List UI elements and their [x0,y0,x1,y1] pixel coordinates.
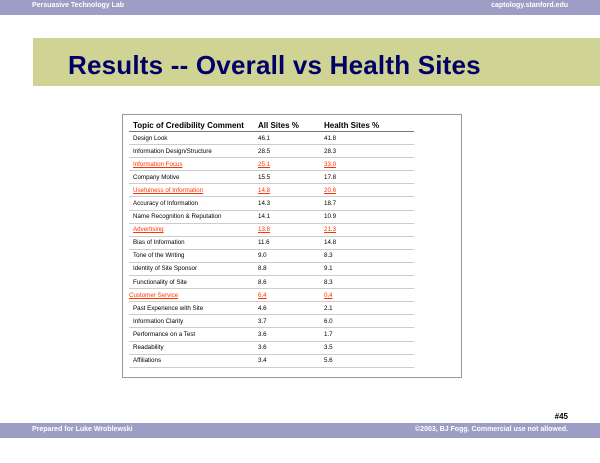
results-table [129,117,414,368]
row-all-sites-value: 3.6 [254,341,320,354]
row-health-sites-value: 9.1 [320,262,414,275]
row-health-sites-value: 18.7 [320,197,414,210]
row-health-sites-value: 8.3 [320,276,414,289]
table-row [129,262,414,275]
row-health-sites-value: 2.1 [320,302,414,315]
row-topic: Functionality of Site [129,276,254,289]
column-header-health-sites: Health Sites % [320,117,414,132]
table-row [129,197,414,210]
row-all-sites-value: 3.7 [254,315,320,328]
row-all-sites-value: 13.8 [254,223,320,236]
row-topic: Information Design/Structure [129,145,254,158]
row-topic: Customer Service [129,289,254,302]
row-topic: Identity of Site Sponsor [129,262,254,275]
table-row [129,223,414,236]
footer-bar [0,423,600,438]
row-all-sites-value: 6.4 [254,289,320,302]
table-row [129,328,414,341]
row-health-sites-value: 17.8 [320,171,414,184]
row-all-sites-value: 3.6 [254,328,320,341]
copyright: ©2003, BJ Fogg. Commercial use not allowed. [415,426,568,433]
table-row [129,315,414,328]
row-topic: Past Experience with Site [129,302,254,315]
table-row [129,276,414,289]
row-all-sites-value: 3.4 [254,354,320,367]
row-all-sites-value: 15.5 [254,171,320,184]
row-health-sites-value: 41.8 [320,132,414,145]
row-topic: Company Motive [129,171,254,184]
row-topic: Bias of Information [129,236,254,249]
row-topic: Performance on a Test [129,328,254,341]
table-row [129,184,414,197]
column-header-topic: Topic of Credibility Comment [129,117,254,132]
row-all-sites-value: 11.6 [254,236,320,249]
results-table-frame [122,114,462,378]
row-health-sites-value: 33.0 [320,158,414,171]
table-row [129,302,414,315]
row-all-sites-value: 8.8 [254,262,320,275]
table-row [129,210,414,223]
row-health-sites-value: 10.9 [320,210,414,223]
row-health-sites-value: 0.4 [320,289,414,302]
prepared-for: Prepared for Luke Wroblewski [32,426,133,433]
row-topic: Information Focus [129,158,254,171]
row-health-sites-value: 28.3 [320,145,414,158]
row-health-sites-value: 21.3 [320,223,414,236]
table-row [129,289,414,302]
row-all-sites-value: 9.0 [254,249,320,262]
row-topic: Readability [129,341,254,354]
row-topic: Usefulness of Information [129,184,254,197]
table-row [129,171,414,184]
row-health-sites-value: 5.6 [320,354,414,367]
row-topic: Name Recognition & Reputation [129,210,254,223]
row-health-sites-value: 14.8 [320,236,414,249]
table-row [129,341,414,354]
header-bar [0,0,600,15]
slide-title: Results -- Overall vs Health Sites [68,50,481,80]
lab-name: Persuasive Technology Lab [32,2,125,9]
slide-number: #45 [554,412,568,421]
table-row [129,145,414,158]
table-row [129,158,414,171]
table-body [129,132,414,368]
row-all-sites-value: 14.3 [254,197,320,210]
row-all-sites-value: 4.6 [254,302,320,315]
table-row [129,132,414,145]
table-row [129,236,414,249]
row-all-sites-value: 8.6 [254,276,320,289]
row-all-sites-value: 14.8 [254,184,320,197]
table-row [129,249,414,262]
table-header-row [129,117,414,132]
row-health-sites-value: 1.7 [320,328,414,341]
column-header-all-sites: All Sites % [254,117,320,132]
site-url: captology.stanford.edu [491,2,568,9]
row-all-sites-value: 46.1 [254,132,320,145]
row-health-sites-value: 3.5 [320,341,414,354]
row-topic: Design Look [129,132,254,145]
row-all-sites-value: 28.5 [254,145,320,158]
row-health-sites-value: 6.0 [320,315,414,328]
row-all-sites-value: 25.1 [254,158,320,171]
row-topic: Affiliations [129,354,254,367]
row-health-sites-value: 8.3 [320,249,414,262]
row-topic: Tone of the Writing [129,249,254,262]
row-topic: Information Clarity [129,315,254,328]
row-all-sites-value: 14.1 [254,210,320,223]
row-topic: Advertising [129,223,254,236]
table-row [129,354,414,367]
row-topic: Accuracy of Information [129,197,254,210]
row-health-sites-value: 20.6 [320,184,414,197]
